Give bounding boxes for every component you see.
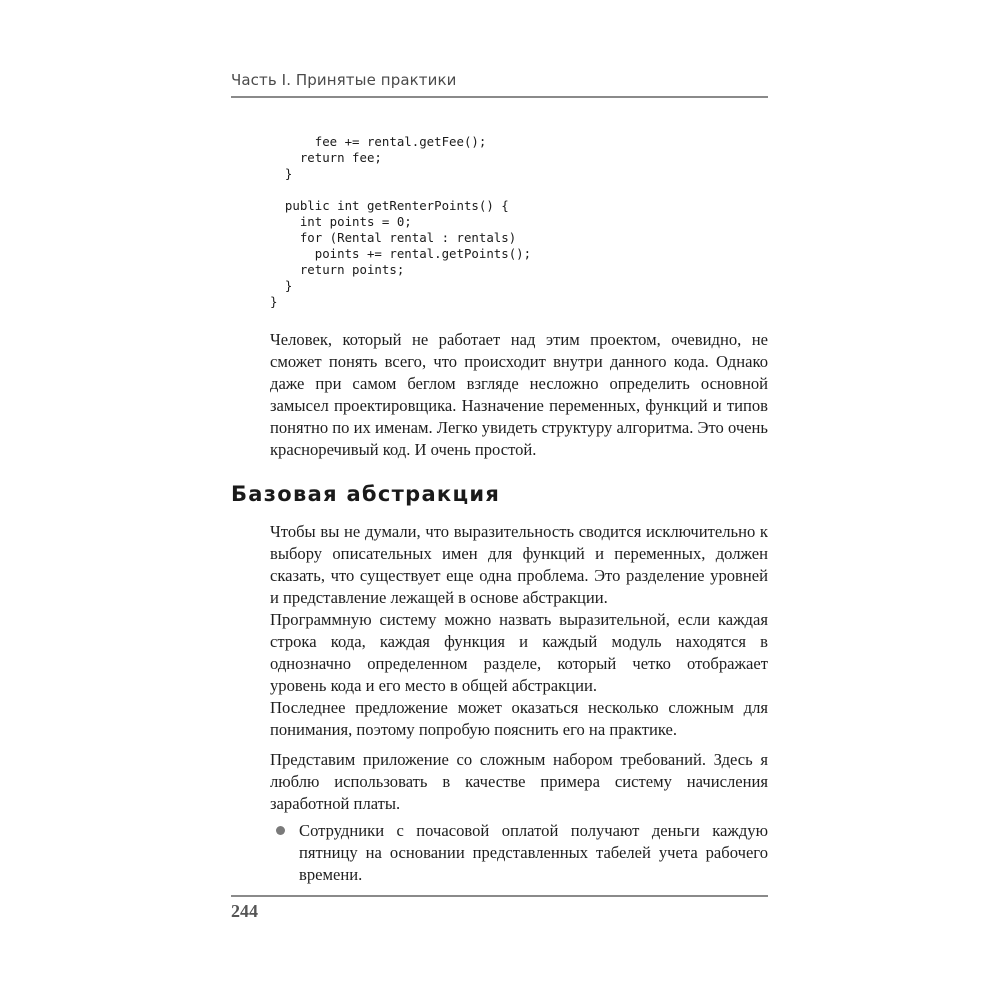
code-line: fee += rental.getFee(); [270,134,487,149]
running-header-title: Часть I. Принятые практики [231,71,457,89]
code-line: for (Rental rental : rentals) [270,230,517,245]
page-number: 244 [231,901,258,921]
code-line: return points; [270,262,405,277]
code-line [270,182,531,198]
code-line: public int getRenterPoints() { [270,198,509,213]
code-line: } [270,278,293,293]
body-paragraph: Программную систему можно назвать выразительной, если каждая строка кода, каждая функция и каждый модуль находятся в однозначно определенном разделе, который четко отображает уровень кода и его место в общей абстракции. [270,610,768,695]
list-item [270,820,768,886]
code-line: points += rental.getPoints(); [270,246,532,261]
bullet-list [270,820,768,886]
body-paragraph: Последнее предложение может оказаться несколько сложным для понимания, поэтому попробую пояснить его на практике. [270,698,768,739]
body-paragraph: Человек, который не работает над этим проектом, очевидно, не сможет понять всего, что происходит внутри данного кода. Однако даже при самом беглом взгляде несложно определить основной замысел проектировщика. Назначение переменных, функций и типов понятно по их именам. Легко увидеть структуру алгоритма. Это очень красноречивый код. И очень простой. [270,330,768,459]
code-line: } [270,166,293,181]
code-listing [270,134,531,310]
body-paragraph: Чтобы вы не думали, что выразительность сводится исключительно к выбору описательных имен для функций и переменных, должен сказать, что существует еще одна проблема. Это разделение уровней и представление лежащей в основе абстракции. [270,522,768,607]
code-line: } [270,294,278,309]
bullet-icon [276,826,285,835]
list-item-text: Сотрудники с почасовой оплатой получают деньги каждую пятницу на основании представленных табелей учета рабочего времени. [299,821,768,884]
code-line: int points = 0; [270,214,412,229]
body-paragraph: Представим приложение со сложным набором требований. Здесь я люблю использовать в качестве примера систему начисления заработной платы. [270,750,768,813]
section-heading: Базовая абстракция [231,482,501,506]
code-line: return fee; [270,150,382,165]
running-header [231,70,768,98]
footer-divider [231,895,768,897]
